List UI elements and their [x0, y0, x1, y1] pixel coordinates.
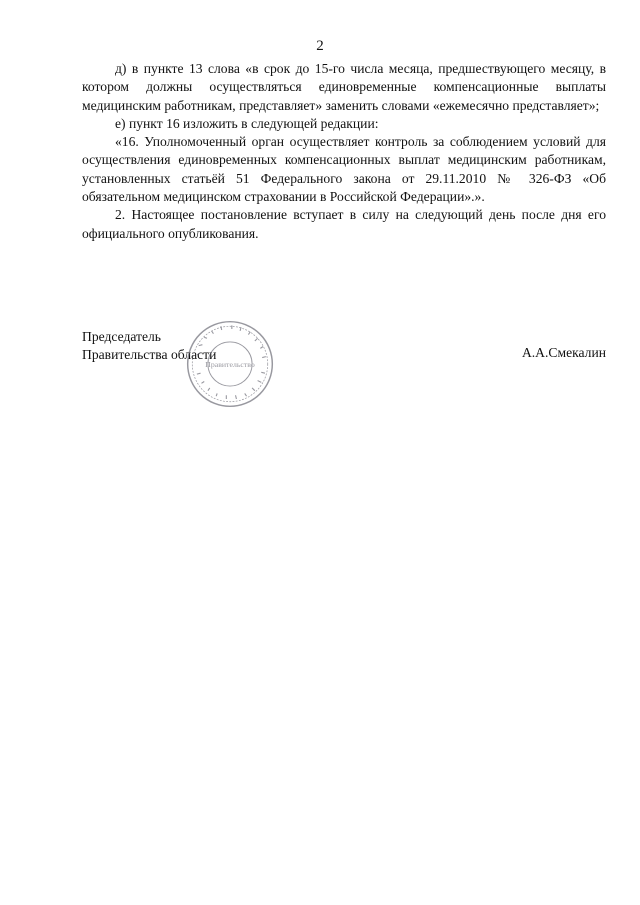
position-line-1: Председатель — [82, 329, 161, 344]
document-body — [82, 60, 606, 243]
position-line-2: Правительства области — [82, 347, 217, 362]
official-seal-stamp — [184, 318, 276, 410]
paragraph-item-d: д) в пункте 13 слова «в срок до 15-го числа месяца, предшествующего месяцу, в котором должны осуществляться единовременные компенсационные выплаты медицинским работникам, представляет» заменить словами «ежемесячно представляет»; — [82, 61, 606, 113]
paragraph-clause-16: «16. Уполномоченный орган осуществляет контроль за соблюдением условий для осуществления единовременных компенсационных выплат медицинским работникам, установленных статьёй 51 Федерального закона от 29.11.2010 № 326-ФЗ «Об обязательном медицинском страховании в Российской Федерации».». — [82, 134, 606, 205]
signatory-name: А.А.Смекалин — [521, 345, 606, 360]
signature-block — [82, 328, 606, 408]
stamp-center-text: Правительство — [205, 359, 255, 369]
paragraph-item-e: е) пункт 16 изложить в следующей редакции: — [115, 115, 379, 131]
page-number: 2 — [316, 38, 324, 54]
paragraph-effective-date: 2. Настоящее постановление вступает в силу на следующий день после дня его официального опубликования. — [82, 207, 606, 241]
